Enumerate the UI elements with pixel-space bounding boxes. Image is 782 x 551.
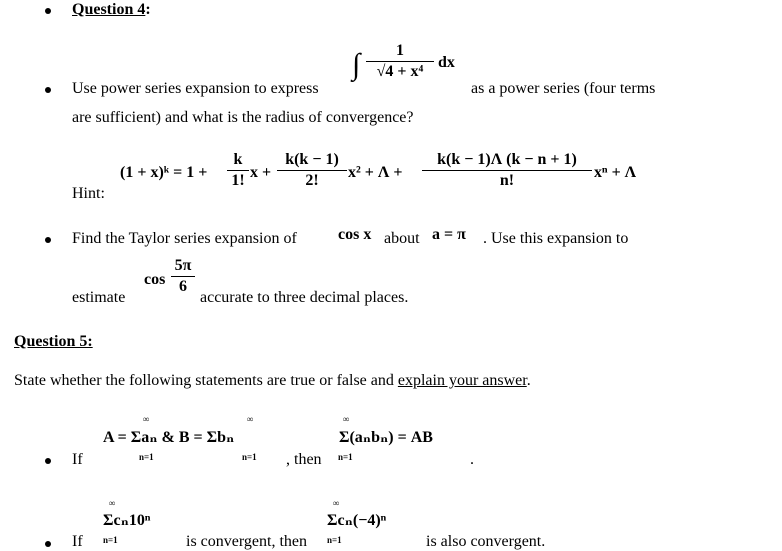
integral-numerator: 1 (396, 42, 404, 59)
question-4-colon: : (145, 1, 151, 18)
integral-denominator: √4 + x⁴ (376, 63, 424, 80)
estimate-after: accurate to three decimal places. (200, 289, 409, 306)
hint-frac2-num: k(k − 1) (285, 151, 339, 168)
s2-formula1: Σcₙ10ⁿ (103, 512, 151, 529)
q4-bullet2-text: Find the Taylor series expansion of (72, 230, 297, 247)
q4-bullet2-after: . Use this expansion to (483, 230, 629, 247)
s1-end: . (470, 451, 474, 468)
bullet (45, 8, 51, 14)
s2-formula2: Σcₙ(−4)ⁿ (327, 512, 387, 529)
integral-sign: ∫ (352, 48, 361, 81)
s2-end: is also convergent. (426, 533, 546, 550)
estimate-label: estimate (72, 289, 126, 306)
hint-frac1 (227, 151, 249, 190)
question-5-heading: Question 5: (14, 333, 93, 350)
hint-lhs: (1 + x)ᵏ = 1 + (120, 164, 208, 181)
hint-frac3 (422, 151, 592, 190)
q5-intro-underline: explain your answer (397, 372, 527, 389)
q5-intro-text: State whether the following statements are true or false and (14, 372, 398, 389)
s2-sum2-bottom: n=1 (327, 535, 342, 545)
q4-bullet1-text: Use power series expansion to express (72, 80, 319, 97)
hint-term2: x² + Λ + (348, 164, 403, 181)
s1-sum-bottom: n=1 (139, 452, 154, 462)
question-4-title: Question 4 (72, 1, 146, 18)
estimate-frac-num: 5π (174, 257, 192, 274)
s1-then: , then (286, 451, 322, 468)
s1-result: Σ(aₙbₙ) = AB (339, 429, 433, 446)
hint-frac1-den: 1! (231, 172, 245, 189)
hint-term1: x + (250, 164, 272, 181)
s1-sum2-top: ∞ (247, 414, 254, 424)
s2-sum2-top: ∞ (333, 498, 340, 508)
s1-if: If (72, 451, 83, 468)
bullet (45, 458, 51, 464)
s2-sum-bottom: n=1 (103, 535, 118, 545)
s2-sum-top: ∞ (109, 498, 116, 508)
hint-frac1-num: k (233, 151, 243, 168)
q5-intro (14, 372, 531, 390)
estimate-cos: cos (144, 271, 166, 288)
s2-mid: is convergent, then (186, 533, 308, 550)
hint-frac2 (277, 151, 347, 190)
hint-frac3-den: n! (499, 172, 515, 189)
question-4-heading (72, 1, 151, 19)
estimate-fraction (171, 257, 195, 296)
integral-dx: dx (438, 54, 455, 71)
q4-bullet1-after: as a power series (four terms (471, 80, 656, 97)
hint-frac3-num: k(k − 1)Λ (k − n + 1) (437, 151, 577, 168)
s1-sum3-bottom: n=1 (338, 452, 353, 462)
q4-bullet2-about: about (384, 230, 420, 247)
bullet (45, 237, 51, 243)
s1-formula: A = Σaₙ & B = Σbₙ (103, 429, 235, 446)
estimate-frac-den: 6 (179, 278, 187, 295)
bullet (45, 87, 51, 93)
hint-frac2-den: 2! (305, 172, 319, 189)
hint-term3: xⁿ + Λ (594, 164, 637, 181)
bullet (45, 541, 51, 547)
q4-bullet2-cos: cos x (338, 226, 372, 243)
q4-bullet2-a: a = π (432, 226, 466, 243)
hint-label: Hint: (72, 185, 105, 202)
integral-fraction (366, 42, 434, 81)
s1-sum3-top: ∞ (343, 414, 350, 424)
s1-sum-top: ∞ (143, 414, 150, 424)
q5-intro-end: . (526, 372, 531, 389)
q4-bullet1-line2: are sufficient) and what is the radius of convergence? (72, 109, 414, 126)
s2-if: If (72, 533, 83, 550)
s1-sum2-bottom: n=1 (242, 452, 257, 462)
